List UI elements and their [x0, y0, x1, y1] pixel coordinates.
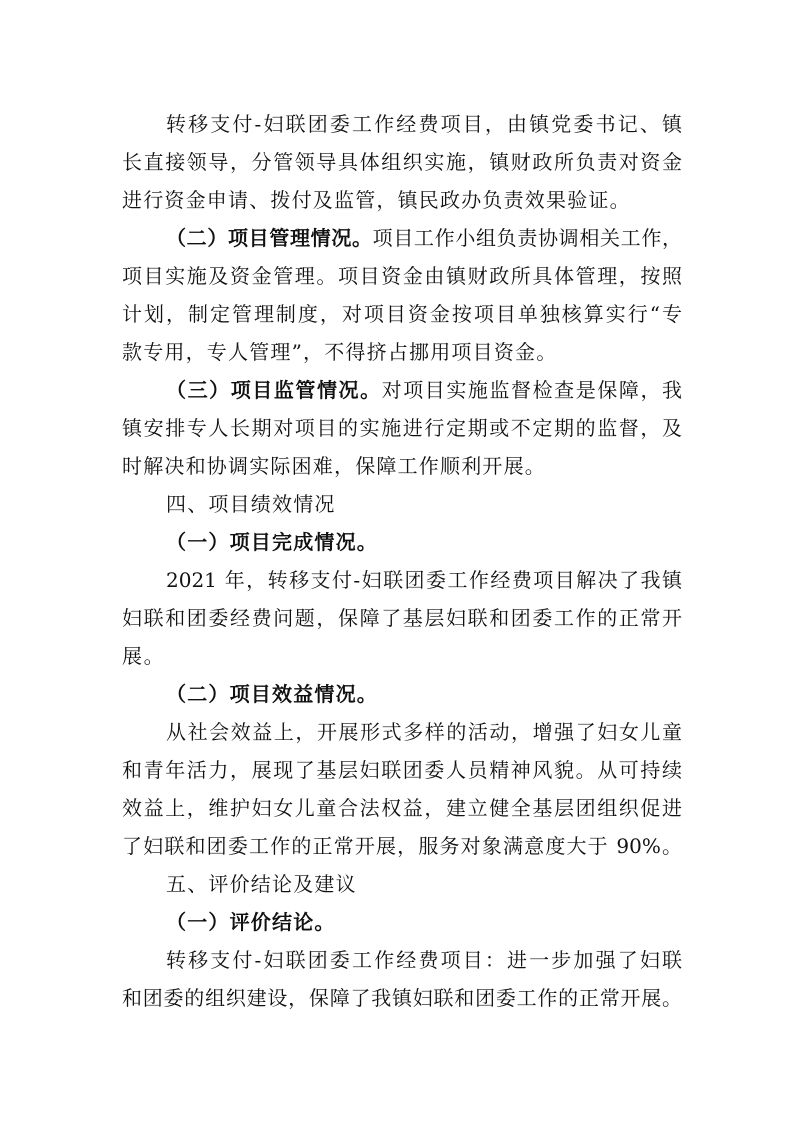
section-heading: （二）项目管理情况。: [166, 226, 373, 250]
subsection-heading: （一）项目完成情况。: [166, 530, 378, 554]
section-text: 对项目实施监督检查是保障，我: [381, 378, 683, 402]
paragraph-line: 展。: [122, 644, 166, 668]
subsection-heading: （二）项目效益情况。: [166, 682, 378, 706]
section-text: 项目工作小组负责协调相关工作，: [372, 226, 683, 250]
section-line: [166, 378, 682, 402]
paragraph-line: 镇安排专人长期对项目的实施进行定期或不定期的监督，及: [122, 416, 682, 440]
section-heading: （三）项目监管情况。: [166, 378, 382, 402]
paragraph-line: 时解决和协调实际困难，保障工作顺利开展。: [122, 454, 546, 478]
paragraph-line: 效益上，维护妇女儿童合法权益，建立健全基层团组织促进: [122, 796, 682, 820]
section-line: [166, 226, 682, 250]
subsection-heading: （一）评价结论。: [166, 910, 336, 934]
section-heading: 四、项目绩效情况: [166, 492, 336, 516]
paragraph-line: 和团委的组织建设，保障了我镇妇联和团委工作的正常开展。: [122, 986, 682, 1010]
paragraph-line: 进行资金申请、拨付及监管，镇民政办负责效果验证。: [122, 188, 631, 212]
paragraph-line: 项目实施及资金管理。项目资金由镇财政所具体管理，按照: [122, 264, 682, 288]
paragraph-line: 2021 年，转移支付-妇联团委工作经费项目解决了我镇: [166, 568, 682, 592]
paragraph-line: 从社会效益上，开展形式多样的活动，增强了妇女儿童: [166, 720, 682, 744]
paragraph-line: 和青年活力，展现了基层妇联团委人员精神风貌。从可持续: [122, 758, 682, 782]
paragraph-line: 长直接领导，分管领导具体组织实施，镇财政所负责对资金: [122, 150, 682, 174]
paragraph-line: 妇联和团委经费问题，保障了基层妇联和团委工作的正常开: [122, 606, 682, 630]
paragraph-line: 款专用，专人管理”，不得挤占挪用项目资金。: [122, 340, 558, 364]
paragraph-line: 转移支付-妇联团委工作经费项目：进一步加强了妇联: [166, 948, 682, 972]
paragraph-line: 计划，制定管理制度，对项目资金按项目单独核算实行“专: [122, 302, 682, 326]
paragraph-line: 转移支付-妇联团委工作经费项目，由镇党委书记、镇: [166, 112, 682, 136]
section-heading: 五、评价结论及建议: [166, 872, 357, 896]
paragraph-line: 了妇联和团委工作的正常开展，服务对象满意度大于 90%。: [122, 834, 682, 858]
